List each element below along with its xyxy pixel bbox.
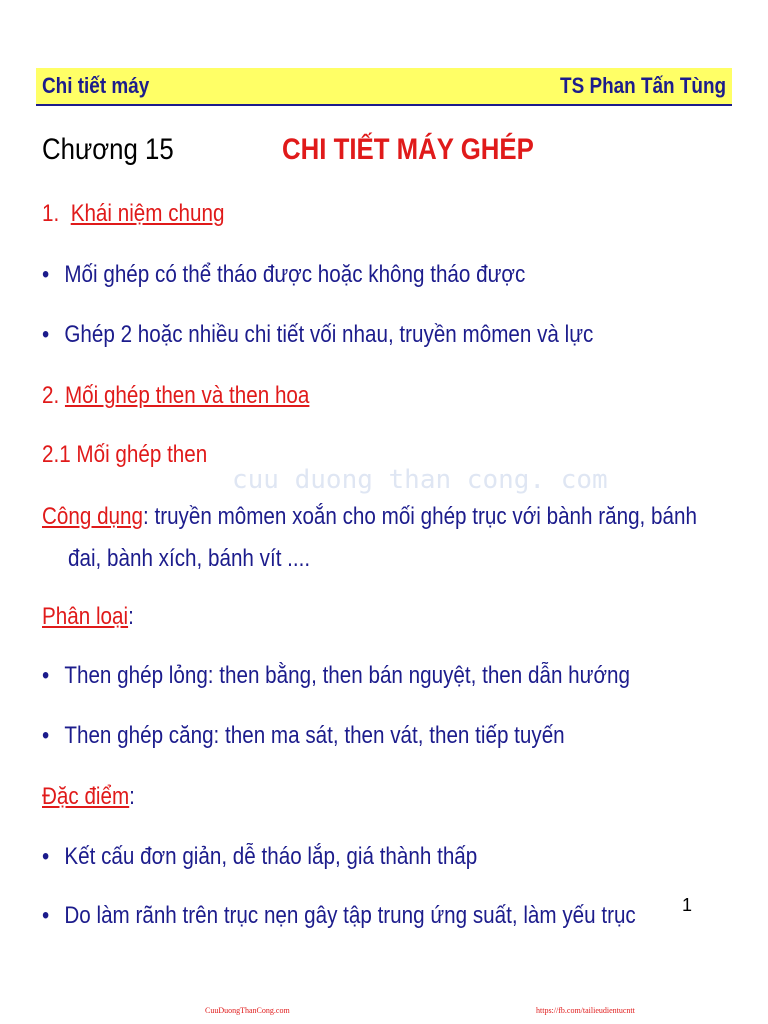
bullet-text: Ghép 2 hoặc nhiều chi tiết vối nhau, truyền mômen và lực bbox=[64, 321, 594, 348]
header-author: TS Phan Tấn Tùng bbox=[559, 73, 726, 98]
bullet-item bbox=[42, 261, 525, 289]
bullet-item bbox=[42, 722, 565, 750]
footer-site-link[interactable]: CuuDuongThanCong.com bbox=[205, 1006, 290, 1015]
bullet-dot: • bbox=[42, 843, 50, 870]
usage-line bbox=[42, 503, 697, 531]
usage-line-continued: đai, bành xích, bánh vít .... bbox=[68, 545, 311, 572]
header-subject: Chi tiết máy bbox=[42, 73, 150, 98]
usage-text: : truyền mômen xoắn cho mối ghép trục với bành răng, bánh bbox=[142, 503, 697, 530]
title-row bbox=[42, 133, 732, 173]
classification-label: Phân loại bbox=[42, 603, 129, 630]
page-title: CHI TIẾT MÁY GHÉP bbox=[282, 133, 534, 166]
bullet-text: Mối ghép có thể tháo được hoặc không tháo được bbox=[64, 261, 526, 288]
bullet-item bbox=[42, 321, 593, 349]
header-bar bbox=[36, 68, 732, 106]
bullet-dot: • bbox=[42, 902, 50, 929]
bullet-dot: • bbox=[42, 261, 50, 288]
subsection-heading: 2.1 Mối ghép then bbox=[42, 441, 208, 468]
chapter-label: Chương 15 bbox=[42, 133, 174, 166]
footer-fb-link[interactable]: https://fb.com/tailieudientucntt bbox=[536, 1006, 635, 1015]
bullet-item bbox=[42, 902, 636, 930]
section-1-heading bbox=[42, 200, 224, 228]
bullet-text: Then ghép căng: then ma sát, then vát, then tiếp tuyến bbox=[64, 722, 565, 749]
features-label-line: Đặc điểm: bbox=[42, 783, 135, 810]
bullet-text: Then ghép lỏng: then bằng, then bán nguyệt, then dẫn hướng bbox=[64, 662, 630, 689]
features-label: Đặc điểm bbox=[42, 783, 130, 810]
bullet-text: Kết cấu đơn giản, dễ tháo lắp, giá thành thấp bbox=[64, 843, 478, 870]
section-2-title: Mối ghép then và then hoa bbox=[64, 382, 310, 409]
bullet-item bbox=[42, 843, 477, 871]
section-2-number: 2. bbox=[42, 382, 60, 409]
bullet-dot: • bbox=[42, 321, 50, 348]
watermark: cuu duong than cong. com bbox=[232, 465, 608, 495]
bullet-dot: • bbox=[42, 722, 50, 749]
page-number: 1 bbox=[682, 895, 693, 915]
classification-label-line: Phân loại: bbox=[42, 603, 134, 630]
section-1-number: 1. bbox=[42, 200, 60, 227]
bullet-item bbox=[42, 662, 630, 690]
section-2-heading bbox=[42, 382, 309, 410]
section-1-title: Khái niệm chung bbox=[70, 200, 225, 227]
bullet-dot: • bbox=[42, 662, 50, 689]
bullet-text: Do làm rãnh trên trục nẹn gây tập trung ứng suất, làm yếu trục bbox=[64, 902, 636, 929]
usage-label: Công dụng bbox=[42, 503, 143, 530]
